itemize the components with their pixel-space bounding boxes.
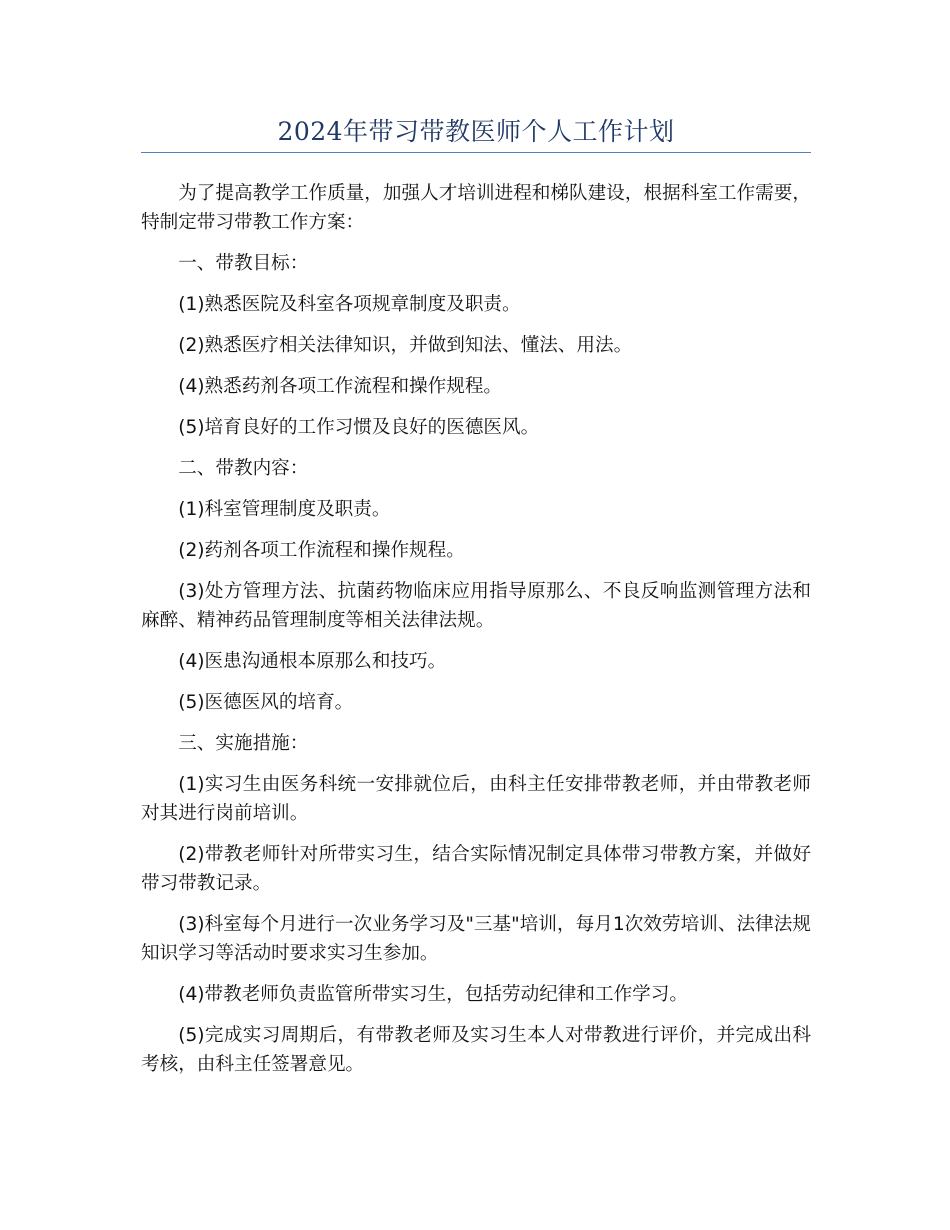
section-heading-goals: 一、带教目标： [178,253,309,274]
content-item: (1)科室管理制度及职责。 [178,499,391,520]
content-item: (3)处方管理方法、抗菌药物临床应用指导原那么、不良反响监测管理方法和麻醉、精神药品管理制度等相关法律法规。 [141,581,811,631]
section-heading-measures: 三、实施措施： [178,733,309,754]
section-heading-content: 二、带教内容： [178,458,309,479]
title-underline [141,152,811,153]
measure-item: (3)科室每个月进行一次业务学习及"三基"培训，每月1次效劳培训、法律法规知识学习等活动时要求实习生参加。 [141,914,811,964]
content-item: (5)医德医风的培育。 [178,692,354,713]
goal-item: (4)熟悉药剂各项工作流程和操作规程。 [178,376,503,397]
measure-item: (4)带教老师负责监管所带实习生，包括劳动纪律和工作学习。 [178,984,688,1005]
goal-item: (5)培育良好的工作习惯及良好的医德医风。 [178,417,540,438]
content-item: (2)药剂各项工作流程和操作规程。 [178,540,465,561]
document-body [141,179,811,1079]
measure-item: (2)带教老师针对所带实习生，结合实际情况制定具体带习带教方案，并做好带习带教记录。 [141,844,811,894]
measure-item: (5)完成实习周期后，有带教老师及实习生本人对带教进行评价，并完成出科考核，由科主任签署意见。 [141,1025,811,1075]
goal-item: (2)熟悉医疗相关法律知识，并做到知法、懂法、用法。 [178,335,633,356]
document-title: 2024年带习带教医师个人工作计划 [277,117,675,146]
measure-item: (1)实习生由医务科统一安排就位后，由科主任安排带教老师，并由带教老师对其进行岗前培训。 [141,774,811,824]
intro-paragraph: 为了提高教学工作质量，加强人才培训进程和梯队建设，根据科室工作需要，特制定带习带教工作方案： [141,183,811,233]
content-item: (4)医患沟通根本原那么和技巧。 [178,651,447,672]
goal-item: (1)熟悉医院及科室各项规章制度及职责。 [178,294,521,315]
document-page [141,0,811,1091]
